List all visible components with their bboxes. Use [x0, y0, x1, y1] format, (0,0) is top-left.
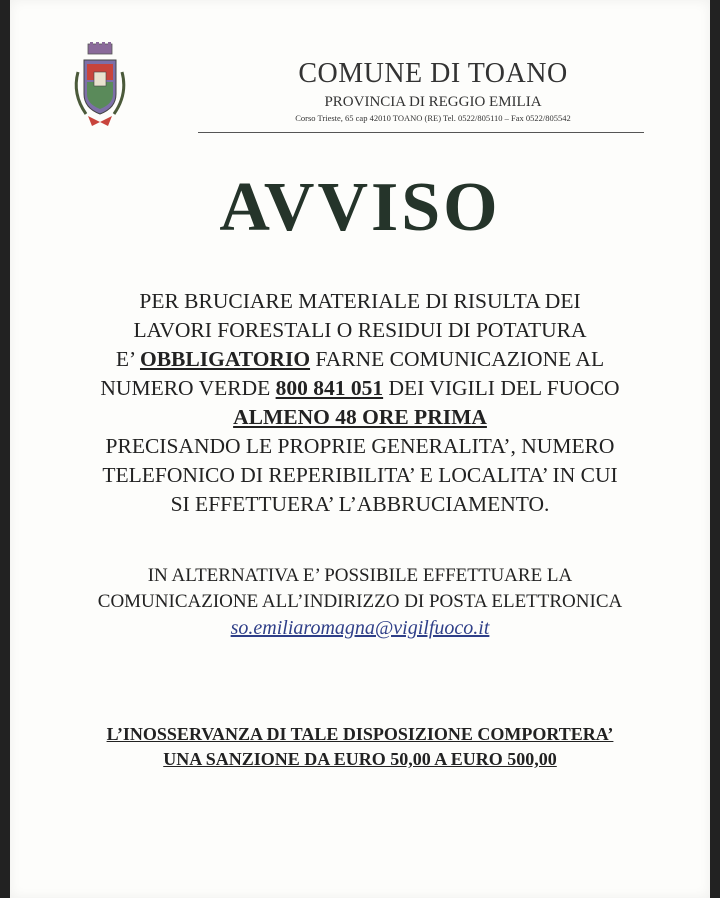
municipality-title: COMUNE DI TOANO	[298, 58, 568, 89]
header-divider	[198, 132, 644, 133]
penalty-section	[10, 722, 710, 772]
notice-line: E’ OBBLIGATORIO FARNE COMUNICAZIONE AL	[115, 347, 605, 371]
toll-free-number: 800 841 051	[275, 376, 384, 400]
alternative-line: COMUNICAZIONE ALL’INDIRIZZO DI POSTA ELETTRONICA	[97, 591, 623, 612]
notice-line: TELEFONICO DI REPERIBILITA’ E LOCALITA’ IN CUI	[102, 463, 618, 487]
contact-address: Corso Trieste, 65 cap 42010 TOANO (RE) Tel. 0522/805110 – Fax 0522/805542	[295, 113, 571, 123]
notice-page	[10, 0, 710, 898]
province-subtitle: PROVINCIA DI REGGIO EMILIA	[324, 94, 542, 110]
notice-body	[10, 287, 710, 519]
alternative-line: IN ALTERNATIVA E’ POSSIBILE EFFETTUARE LA	[147, 565, 573, 586]
notice-heading: AVVISO	[219, 169, 501, 246]
email-link[interactable]: so.emiliaromagna@vigilfuoco.it	[230, 617, 490, 639]
penalty-line: UNA SANZIONE DA EURO 50,00 A EURO 500,00	[163, 749, 557, 769]
notice-line: PRECISANDO LE PROPRIE GENERALITA’, NUMERO	[105, 434, 615, 458]
alternative-section	[10, 563, 710, 642]
deadline-emphasis: ALMENO 48 ORE PRIMA	[233, 405, 487, 429]
notice-line: LAVORI FORESTALI O RESIDUI DI POTATURA	[133, 318, 587, 342]
penalty-line: L’INOSSERVANZA DI TALE DISPOSIZIONE COMPORTERA’	[106, 724, 614, 744]
notice-line: SI EFFETTUERA’ L’ABBRUCIAMENTO.	[170, 492, 550, 516]
notice-line: PER BRUCIARE MATERIALE DI RISULTA DEI	[139, 289, 581, 313]
notice-line: NUMERO VERDE 800 841 051 DEI VIGILI DEL FUOCO	[100, 376, 620, 400]
mandatory-emphasis: OBBLIGATORIO	[139, 347, 311, 371]
